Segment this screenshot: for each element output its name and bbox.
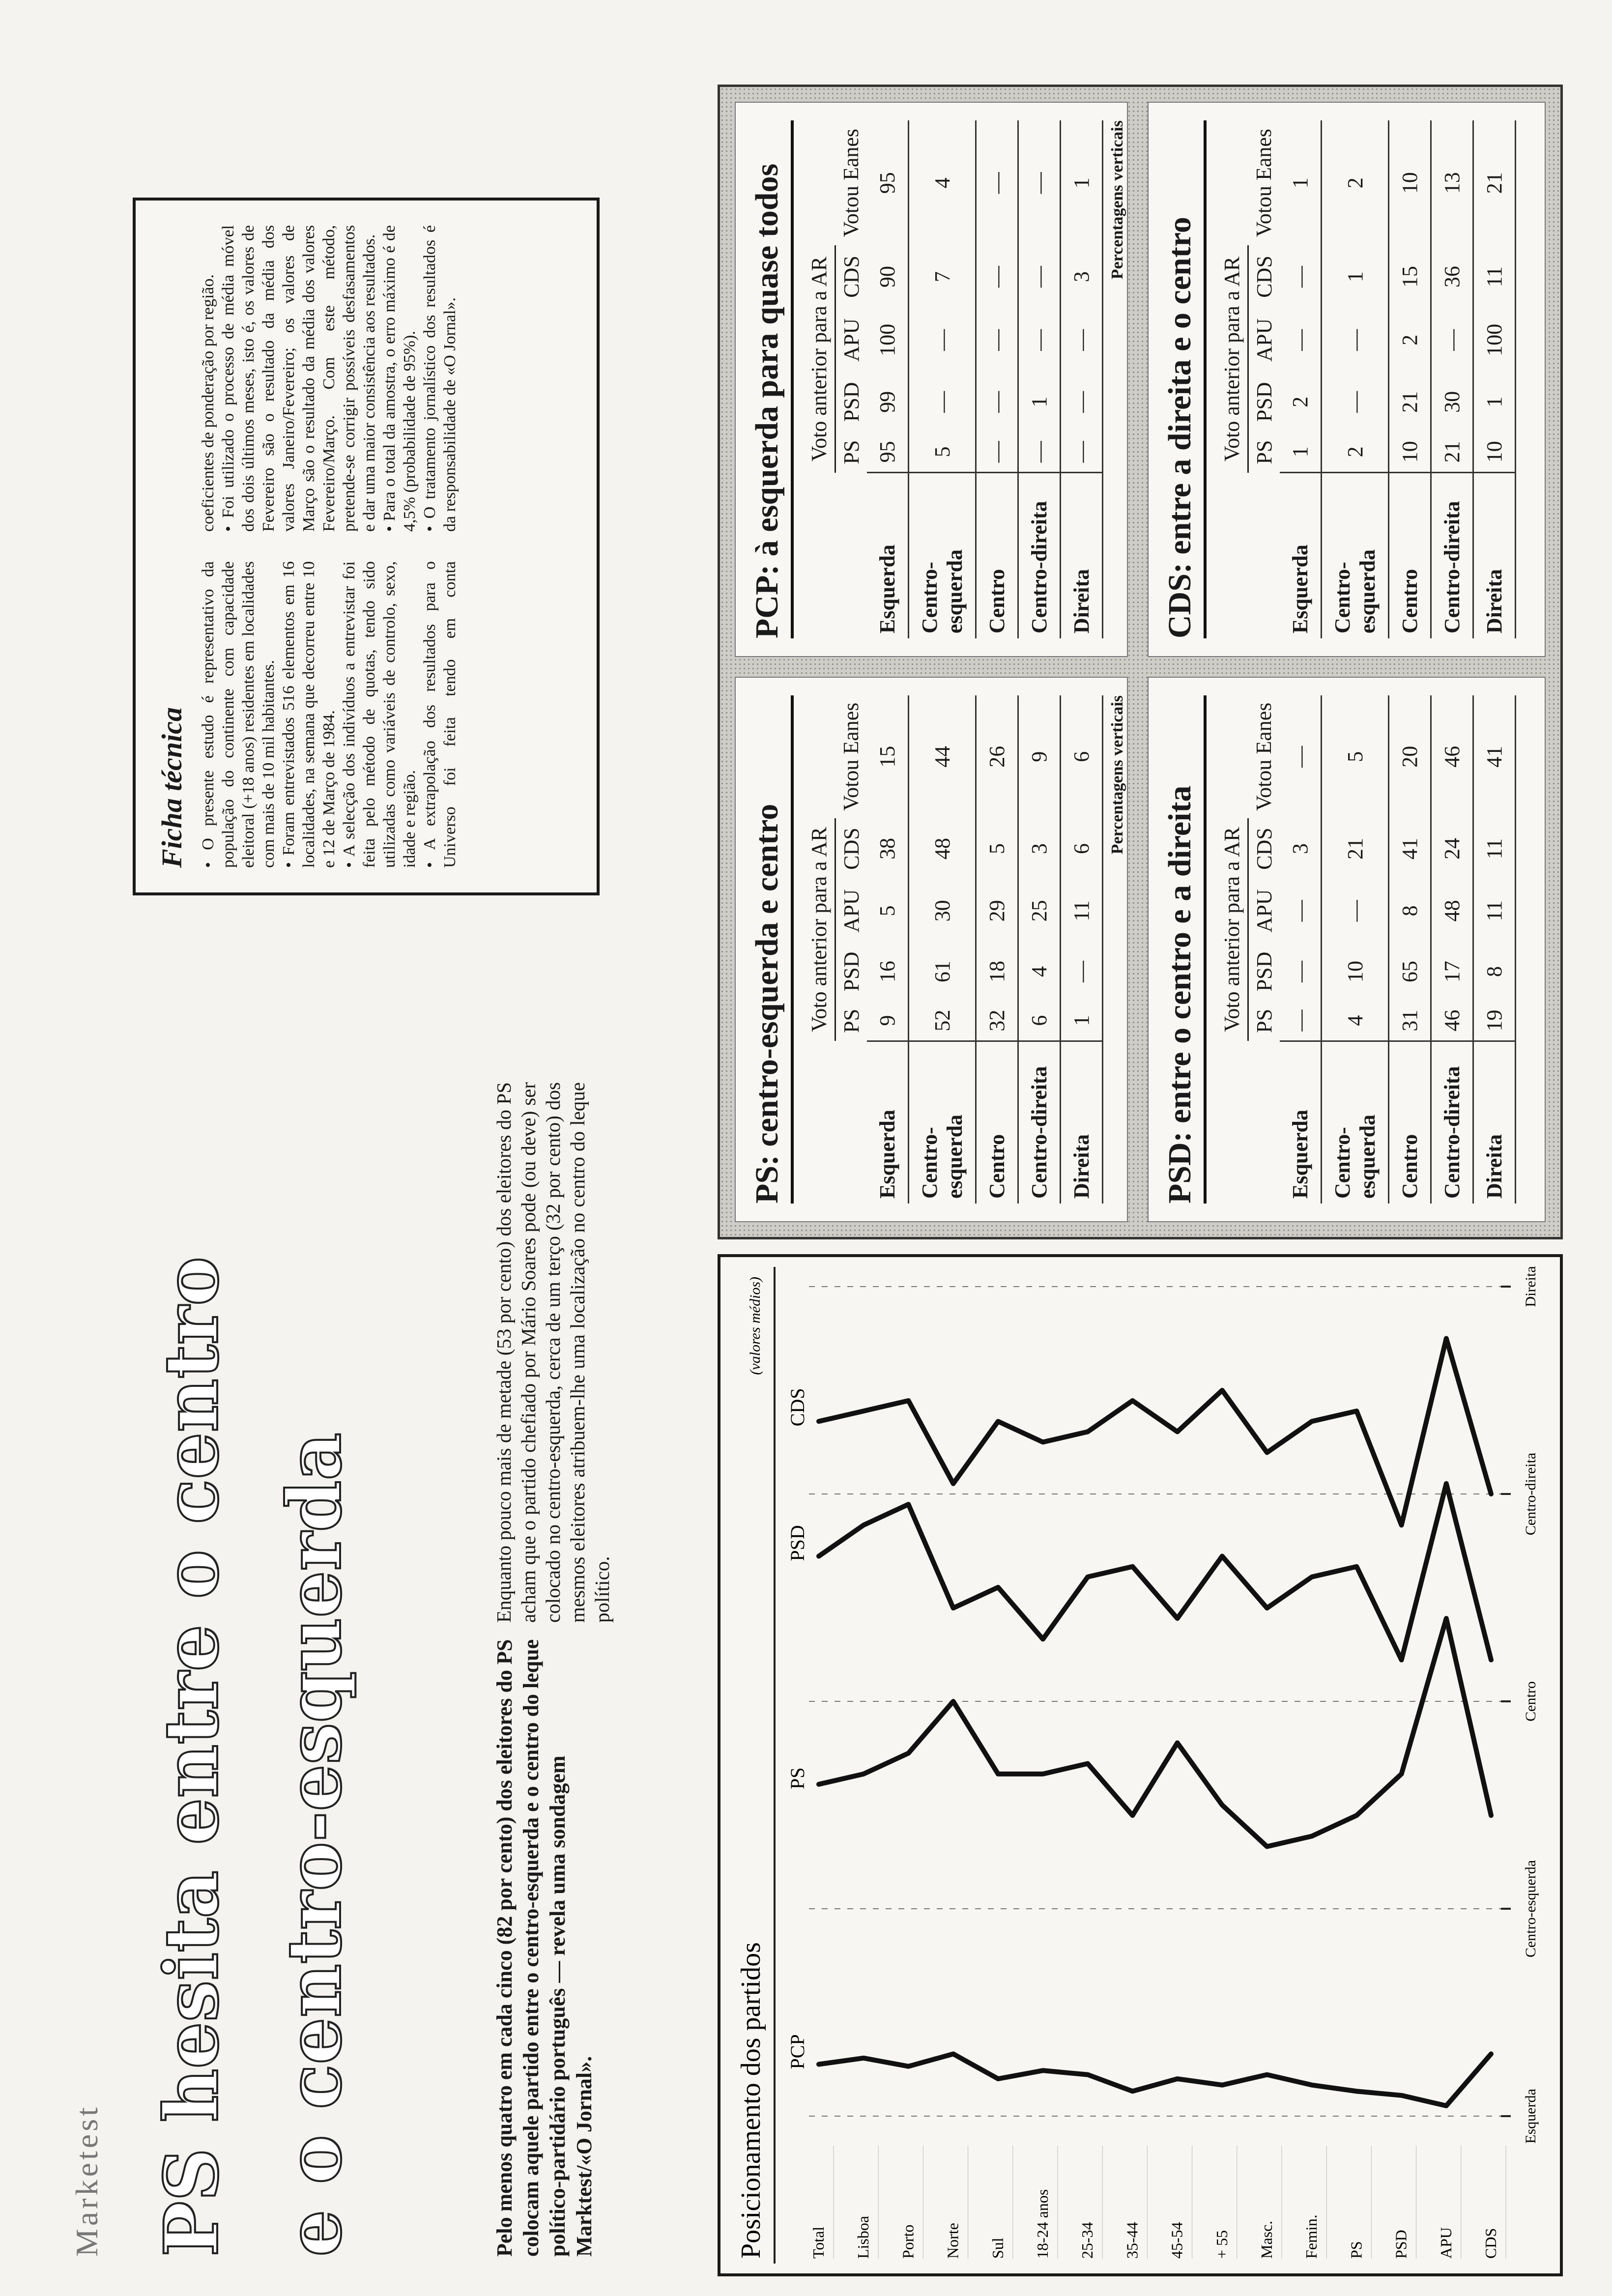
data-point <box>952 1482 955 1485</box>
category-label: APU <box>1437 2227 1455 2259</box>
table-footnote: Percentagens verticais <box>1108 120 1126 280</box>
table-row <box>1061 695 1103 1204</box>
data-point <box>907 1752 910 1755</box>
data-point <box>1131 1565 1134 1568</box>
table-cell: — <box>1280 1001 1322 1041</box>
column-header: CDS <box>839 828 864 870</box>
table-row <box>1280 695 1322 1204</box>
table-cell: 6 <box>1018 1001 1061 1041</box>
table-cell: 95 <box>867 120 909 245</box>
table-cell: 5 <box>909 432 976 473</box>
table-cell: 11 <box>1473 818 1516 880</box>
ficha-paragraph: • Para o total da amostra, o erro máximo é de 4,5% (probabilidade de 95%). <box>380 225 419 532</box>
category-label: PS <box>1347 2241 1365 2259</box>
column-header: APU <box>1252 318 1276 362</box>
table-row <box>1018 695 1061 1204</box>
table-cell: — <box>1280 245 1322 308</box>
data-point <box>1041 2069 1044 2072</box>
column-header: PSD <box>839 951 864 992</box>
table-cell: 32 <box>976 1001 1018 1041</box>
data-point <box>1266 1451 1268 1454</box>
category-label: Sul <box>988 2238 1007 2259</box>
series-label: PCP <box>786 2034 808 2069</box>
column-group: Voto anterior para a AR <box>804 818 835 1041</box>
column-header: APU <box>839 889 864 933</box>
table-row <box>1473 120 1516 638</box>
table-cell: 11 <box>1473 880 1516 943</box>
table-row <box>1431 695 1473 1204</box>
table-cell: 11 <box>1473 245 1516 308</box>
data-point <box>1310 2084 1313 2087</box>
row-label: Centro-direita <box>1431 473 1473 638</box>
data-point <box>1400 1659 1403 1662</box>
table-cell: — <box>1061 372 1103 432</box>
data-point <box>817 1783 820 1786</box>
table-cell: — <box>1280 308 1322 372</box>
table-cell: 5 <box>867 880 909 943</box>
table-cell: — <box>976 372 1018 432</box>
table-cell: 1 <box>1061 120 1103 245</box>
data-point <box>862 1523 865 1526</box>
table-row <box>1018 120 1061 638</box>
data-point <box>1176 1430 1179 1433</box>
column-header: Votou Eanes <box>839 702 864 811</box>
table-cell: 6 <box>1061 695 1103 818</box>
row-label: Centro <box>1389 1041 1431 1204</box>
table-cell: — <box>1322 372 1389 432</box>
row-label: Centro-esquerda <box>1322 473 1389 638</box>
data-point <box>1131 1814 1134 1817</box>
data-point <box>1445 1482 1448 1485</box>
table-cell: 26 <box>976 695 1018 818</box>
table-cell: 38 <box>867 818 909 880</box>
data-point <box>1176 2077 1179 2080</box>
kicker: Marketest <box>69 2104 104 2257</box>
column-header: Votou Eanes <box>1252 702 1276 811</box>
data-point <box>1266 2073 1268 2076</box>
data-point <box>952 1607 955 1609</box>
column-header: PS <box>1252 1008 1276 1033</box>
ficha-paragraph: • Foi utilizado o processo de média móvel dos dois últimos meses, isto é, os valores de Fevereiro são o resultado da média dos valores Janeiro/Fevereiro; os valores de Março são o resultado da média dos valores Fevereiro/Março. Com este método, pretende-se corrigir possíveis desfasamentos e dar uma maior consistência aos resultados. <box>219 225 378 532</box>
column-header: PS <box>839 440 864 464</box>
column-header: CDS <box>1252 256 1276 298</box>
table-cell: — <box>909 372 976 432</box>
data-point <box>1221 1389 1224 1392</box>
row-label: Centro-esquerda <box>1322 1041 1389 1204</box>
column-group: Voto anterior para a AR <box>1216 245 1248 472</box>
table-cell: 3 <box>1061 245 1103 308</box>
chart-subtitle: (valores médios) <box>747 1277 763 1375</box>
table-cell: — <box>909 308 976 372</box>
table-row <box>1389 120 1431 638</box>
table-cell: 21 <box>1473 120 1516 245</box>
data-point <box>952 2052 955 2055</box>
table-cds-grid <box>1216 120 1516 638</box>
column-header: PSD <box>1252 382 1276 422</box>
row-label: Direita <box>1061 1041 1103 1204</box>
data-point <box>1176 1617 1179 1620</box>
table-psd <box>1148 677 1546 1222</box>
data-point <box>1355 1409 1358 1412</box>
table-cell: 7 <box>909 245 976 308</box>
row-label: Centro <box>976 1041 1018 1204</box>
tables-panel <box>718 85 1563 1239</box>
table-cell: 4 <box>1322 1001 1389 1041</box>
column-header: Votou Eanes <box>1252 128 1276 237</box>
table-cell: 31 <box>1389 1001 1431 1041</box>
table-cell: 6 <box>1061 818 1103 880</box>
data-point <box>862 2057 865 2060</box>
data-point <box>1310 1576 1313 1578</box>
data-point <box>862 1773 865 1776</box>
series-line-ps <box>819 1618 1491 1846</box>
data-point <box>1086 1576 1089 1578</box>
category-label: CDS <box>1482 2228 1499 2259</box>
table-cell: 36 <box>1431 245 1473 308</box>
table-row <box>909 695 976 1204</box>
table-cell: — <box>976 308 1018 372</box>
data-point <box>1490 2052 1493 2055</box>
column-header: PS <box>1252 440 1276 464</box>
table-psd-grid <box>1216 695 1516 1204</box>
data-point <box>997 1773 1000 1776</box>
table-footnote: Percentagens verticais <box>1108 695 1126 855</box>
table-cell: 1 <box>1280 120 1322 245</box>
headline-line-1: PS hesita entre o centro <box>148 1257 235 2257</box>
data-point <box>1400 1773 1403 1776</box>
category-label: Total <box>809 2226 827 2259</box>
table-cell: 48 <box>1431 880 1473 943</box>
data-point <box>1266 1607 1268 1609</box>
row-label: Direita <box>1473 1041 1516 1204</box>
table-cell: 10 <box>1473 432 1516 473</box>
table-cds-title: CDS: entre a direita e o centro <box>1161 120 1207 638</box>
table-cell: 15 <box>867 695 909 818</box>
line-chart <box>720 1257 1560 2273</box>
data-point <box>1445 2104 1448 2107</box>
data-point <box>1041 1773 1044 1776</box>
row-label: Centro-esquerda <box>909 1041 976 1204</box>
row-label: Esquerda <box>867 1041 909 1204</box>
table-cell: 20 <box>1389 695 1431 818</box>
table-cell: 15 <box>1389 245 1431 308</box>
table-row <box>1473 695 1516 1204</box>
row-label: Centro-direita <box>1431 1041 1473 1204</box>
positioning-chart <box>718 1254 1563 2276</box>
table-cell: 2 <box>1322 432 1389 473</box>
table-cell: 30 <box>1431 372 1473 432</box>
table-cell: 2 <box>1280 372 1322 432</box>
table-cell: 4 <box>1018 942 1061 1001</box>
column-header: CDS <box>1252 828 1276 870</box>
table-cell: 8 <box>1473 942 1516 1001</box>
table-cell: 18 <box>976 942 1018 1001</box>
data-point <box>862 1409 865 1412</box>
table-cell: 16 <box>867 942 909 1001</box>
column-group: Voto anterior para a AR <box>1216 818 1248 1041</box>
table-cell: 100 <box>1473 308 1516 372</box>
ficha-paragraph: • O tratamento jornalístico dos resultados é da responsabilidade de «O Jornal». <box>421 225 459 532</box>
category-label: 35-44 <box>1123 2222 1141 2259</box>
table-cell: 44 <box>909 695 976 818</box>
row-label: Esquerda <box>1280 473 1322 638</box>
table-ps-grid <box>804 695 1103 1204</box>
table-cell: — <box>1280 695 1322 818</box>
data-point <box>907 1503 910 1506</box>
data-point <box>1176 1741 1179 1744</box>
category-label: Norte <box>944 2223 962 2259</box>
table-cell: 21 <box>1322 818 1389 880</box>
table-cell: 2 <box>1322 120 1389 245</box>
data-point <box>1041 1441 1044 1444</box>
axis-label: Centro <box>1523 1681 1539 1722</box>
table-cell: 1 <box>1061 1001 1103 1041</box>
axis-label: Esquerda <box>1523 2089 1539 2144</box>
table-cell: 100 <box>867 308 909 372</box>
category-label: Femin. <box>1302 2214 1321 2259</box>
table-cell: 5 <box>976 818 1018 880</box>
column-header: APU <box>839 318 864 362</box>
table-cell: 61 <box>909 942 976 1001</box>
data-point <box>1490 1659 1493 1662</box>
table-row <box>1280 120 1322 638</box>
column-header: CDS <box>839 256 864 298</box>
data-point <box>1310 1835 1313 1837</box>
table-cell: — <box>1061 432 1103 473</box>
table-cell: — <box>1061 308 1103 372</box>
row-label: Esquerda <box>867 473 909 638</box>
data-point <box>997 1586 1000 1589</box>
table-cell: 9 <box>1018 695 1061 818</box>
table-cell: 9 <box>867 1001 909 1041</box>
table-cell: 41 <box>1473 695 1516 818</box>
data-point <box>1086 1430 1089 1433</box>
table-cell: 30 <box>909 880 976 943</box>
ficha-text <box>198 225 460 868</box>
table-cell: 52 <box>909 1001 976 1041</box>
ficha-title: Ficha técnica <box>156 707 188 868</box>
data-point <box>1221 1804 1224 1807</box>
data-point <box>1131 2090 1134 2093</box>
data-point <box>1400 1523 1403 1526</box>
table-cell: 95 <box>867 432 909 473</box>
table-cell: 10 <box>1322 942 1389 1001</box>
table-row <box>1061 120 1103 638</box>
row-label: Esquerda <box>1280 1041 1322 1204</box>
data-point <box>817 1555 820 1558</box>
table-row <box>1389 695 1431 1204</box>
table-cell: 99 <box>867 372 909 432</box>
series-label: PSD <box>786 1525 808 1561</box>
table-cell: — <box>1280 880 1322 943</box>
table-cell: 8 <box>1389 880 1431 943</box>
table-cell: — <box>1018 308 1061 372</box>
table-cell: — <box>1431 308 1473 372</box>
data-point <box>1400 2094 1403 2097</box>
table-cell: 3 <box>1280 818 1322 880</box>
ficha-paragraph: • A selecção dos indivíduos a entrevistar foi feita pelo método de quotas, tendo sido utilizadas como variáveis de controlo, sexo, idade e região. <box>340 561 419 868</box>
table-cell: — <box>976 432 1018 473</box>
table-cell: 1 <box>1280 432 1322 473</box>
series-line-pcp <box>819 2054 1491 2106</box>
ficha-paragraph: • O presente estudo é representativo da população do continente com capacidade eleitoral (+18 anos) residentes em localidades com mais de 10 mil habitantes. <box>199 561 278 868</box>
table-row <box>1322 120 1389 638</box>
data-point <box>817 2063 820 2066</box>
data-point <box>1445 1337 1448 1340</box>
table-cell: — <box>1061 942 1103 1001</box>
category-label: 18-24 anos <box>1034 2189 1051 2259</box>
table-cell: — <box>1322 308 1389 372</box>
column-header: APU <box>1252 889 1276 933</box>
data-point <box>1266 1845 1268 1848</box>
table-row <box>867 120 909 638</box>
row-label: Direita <box>1473 473 1516 638</box>
table-cell: 46 <box>1431 1001 1473 1041</box>
table-cell: 24 <box>1431 818 1473 880</box>
data-point <box>1355 1565 1358 1568</box>
category-label: Masc. <box>1258 2220 1275 2259</box>
row-label: Centro-esquerda <box>909 473 976 638</box>
table-row <box>909 120 976 638</box>
data-point <box>1355 2090 1358 2093</box>
table-cell: 21 <box>1431 432 1473 473</box>
data-point <box>997 2077 1000 2080</box>
headline-line-2: e o centro-esquerda <box>271 1433 358 2257</box>
row-label: Centro <box>1389 473 1431 638</box>
table-cell: — <box>976 120 1018 245</box>
table-cell: 25 <box>1018 880 1061 943</box>
table-cell: 1 <box>1322 245 1389 308</box>
data-point <box>1131 1399 1134 1402</box>
data-point <box>1490 1814 1493 1817</box>
category-label: + 55 <box>1212 2230 1231 2259</box>
data-point <box>1086 2073 1089 2076</box>
row-label: Direita <box>1061 473 1103 638</box>
lead-paragraph: Pelo menos quatro em cada cinco (82 por cento) dos eleitores do PS colocam aquele partido entre o centro-esquerda e o centro do leque político-partidário português — revela uma sondagem Marktest/«O Jornal». <box>492 1639 596 2257</box>
ficha-paragraph: • Foram entrevistados 516 elementos em 16 localidades, na semana que decorreu entre 10 e 12 de Março de 1984. <box>280 561 338 868</box>
table-cell: — <box>1322 880 1389 943</box>
table-row <box>976 695 1018 1204</box>
table-cell: 65 <box>1389 942 1431 1001</box>
row-label: Centro-direita <box>1018 473 1061 638</box>
column-header: PS <box>839 1008 864 1033</box>
table-cell: — <box>1018 432 1061 473</box>
data-point <box>1041 1637 1044 1640</box>
table-cell: — <box>1280 942 1322 1001</box>
table-row <box>1431 120 1473 638</box>
table-cell: — <box>976 245 1018 308</box>
category-label: PSD <box>1392 2230 1410 2259</box>
row-label: Centro-direita <box>1018 1041 1061 1204</box>
table-pcp-title: PCP: à esquerda para quase todos <box>748 120 794 638</box>
data-point <box>907 2065 910 2068</box>
data-point <box>817 1420 820 1423</box>
table-cell: 10 <box>1389 432 1431 473</box>
table-cell: 17 <box>1431 942 1473 1001</box>
table-cell: 48 <box>909 818 976 880</box>
table-cell: 46 <box>1431 695 1473 818</box>
table-cell: 19 <box>1473 1001 1516 1041</box>
table-cell: 5 <box>1322 695 1389 818</box>
category-label: 45-54 <box>1168 2222 1186 2259</box>
table-pcp-grid <box>804 120 1103 638</box>
data-point <box>1221 2084 1224 2087</box>
data-point <box>997 1420 1000 1423</box>
chart-title: Posicionamento dos partidos <box>736 1942 766 2259</box>
data-point <box>1445 1617 1448 1620</box>
axis-label: Centro-esquerda <box>1523 1860 1539 1958</box>
row-label: Centro <box>976 473 1018 638</box>
category-label: 25-34 <box>1078 2222 1096 2259</box>
data-point <box>1490 1492 1493 1495</box>
table-cell: 11 <box>1061 880 1103 943</box>
table-row <box>976 120 1018 638</box>
data-point <box>1355 1814 1358 1817</box>
table-cell: 1 <box>1018 372 1061 432</box>
ficha-paragraph: • A extrapolação dos resultados para o Universo foi feita tendo em conta coeficientes de ponderação por região. <box>199 274 459 868</box>
series-label: CDS <box>786 1388 808 1427</box>
column-header: PSD <box>839 382 864 422</box>
series-label: PS <box>786 1767 808 1789</box>
table-psd-title: PSD: entre o centro e a direita <box>1161 695 1207 1204</box>
series-line-cds <box>819 1339 1491 1525</box>
data-point <box>1221 1555 1224 1558</box>
data-point <box>1310 1420 1313 1423</box>
column-header: PSD <box>1252 951 1276 992</box>
column-group: Voto anterior para a AR <box>804 245 835 472</box>
table-cell: 41 <box>1389 818 1431 880</box>
axis-label: Direita <box>1523 1266 1539 1307</box>
table-cell: 3 <box>1018 818 1061 880</box>
table-cell: 90 <box>867 245 909 308</box>
table-cell: 1 <box>1473 372 1516 432</box>
ficha-tecnica-box <box>133 198 600 895</box>
table-cell: — <box>1018 120 1061 245</box>
table-ps <box>735 677 1128 1222</box>
table-row <box>1322 695 1389 1204</box>
table-row <box>867 695 909 1204</box>
table-cell: 10 <box>1389 120 1431 245</box>
body-paragraph: Enquanto pouco mais de metade (53 por cento) dos eleitores do PS acham que o partido chefiado por Mário Soares pode (ou deve) ser colocado no centro-esquerda, cerca de um terço (32 por cento) dos mesmos eleitores atribuem-lhe uma localização no centro do leque político. <box>492 1082 613 1623</box>
series-line-psd <box>819 1484 1491 1660</box>
category-label: Porto <box>899 2224 917 2259</box>
table-ps-title: PS: centro-esquerda e centro <box>748 695 794 1204</box>
table-cell: 4 <box>909 120 976 245</box>
data-point <box>907 1399 910 1402</box>
table-cell: 29 <box>976 880 1018 943</box>
column-header: Votou Eanes <box>839 128 864 237</box>
table-cell: 13 <box>1431 120 1473 245</box>
table-pcp <box>735 102 1128 657</box>
table-cell: 2 <box>1389 308 1431 372</box>
table-cell: — <box>1018 245 1061 308</box>
table-cds <box>1148 102 1546 657</box>
table-cell: 21 <box>1389 372 1431 432</box>
category-label: Lisboa <box>854 2215 872 2259</box>
data-point <box>1086 1762 1089 1765</box>
axis-label: Centro-direita <box>1523 1452 1539 1536</box>
data-point <box>952 1700 955 1703</box>
